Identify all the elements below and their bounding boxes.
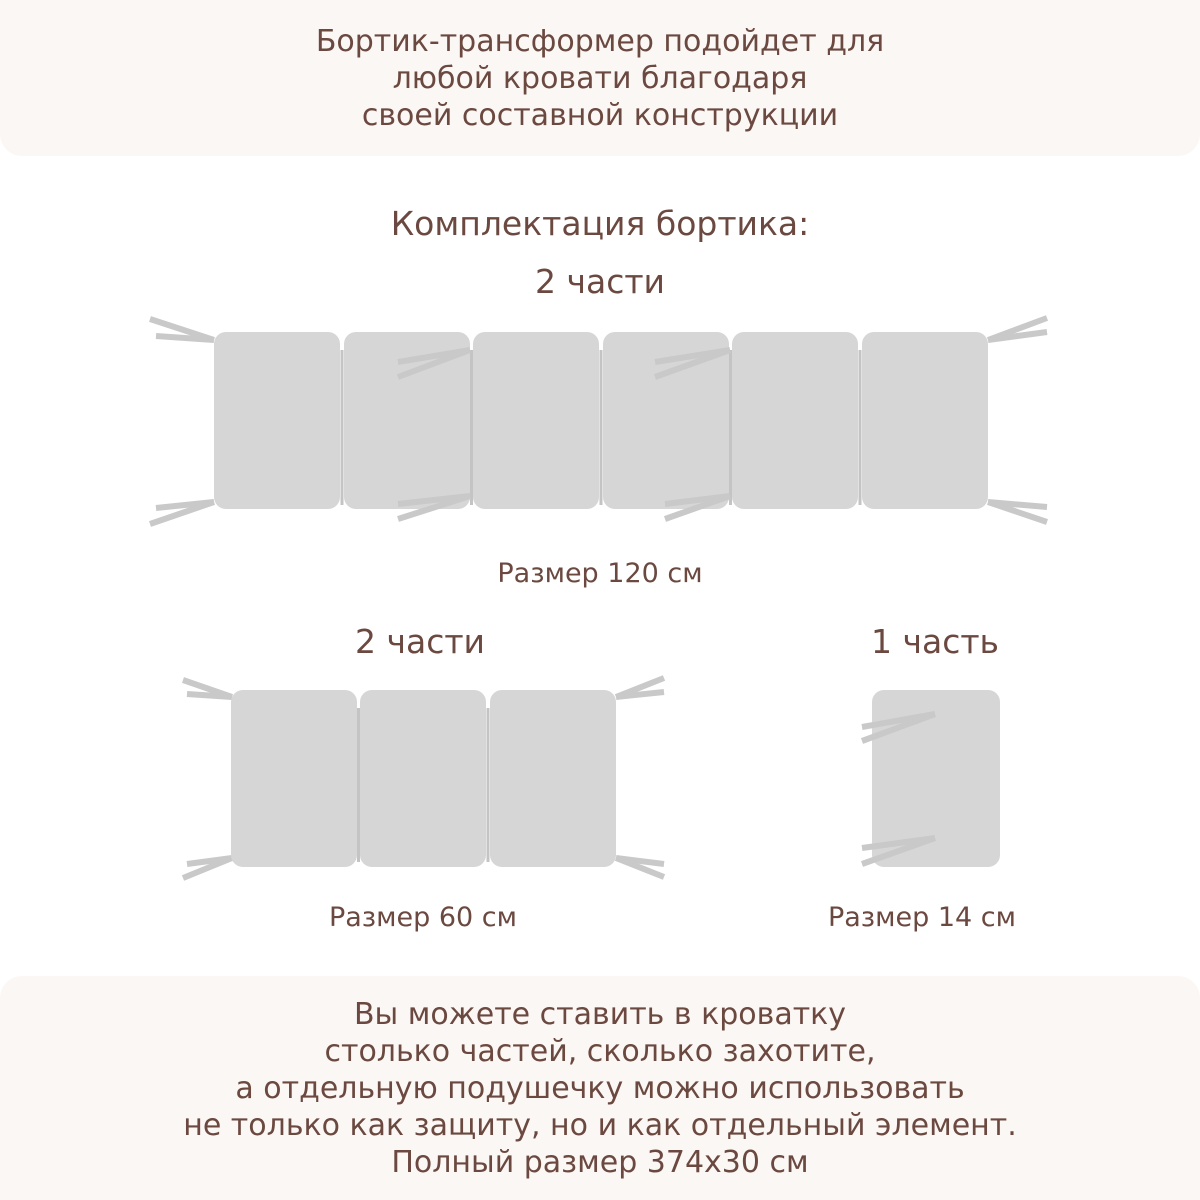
- header-line-2: любой кровати благодаря: [392, 60, 808, 96]
- footer-banner: [0, 976, 1200, 1200]
- footer-line-1: Вы можете ставить в кроватку: [353, 996, 847, 1032]
- tie-icon: [988, 332, 1047, 340]
- header-line-3: своей составной конструкции: [361, 97, 839, 133]
- footer-line-4: не только как защиту, но и как отдельный элемент.: [183, 1107, 1017, 1143]
- large-parts-label: 2 части: [534, 262, 666, 301]
- large-size-label: Размер 120 см: [497, 558, 703, 589]
- medium-size-label: Размер 60 см: [328, 902, 518, 933]
- large-bumper-diagram: [150, 318, 1047, 524]
- pillow-3: [473, 332, 599, 509]
- pillow-3: [490, 690, 616, 867]
- small-parts-label: 1 часть: [870, 622, 1000, 661]
- medium-bumper-diagram: [183, 678, 664, 878]
- pillow-2: [360, 690, 486, 867]
- tie-icon: [187, 694, 232, 697]
- pillow-5: [732, 332, 858, 509]
- footer-line-3: а отдельную подушечку можно использовать: [235, 1070, 965, 1106]
- small-pillow-diagram: [862, 690, 1000, 867]
- footer-line-2: столько частей, сколько захотите,: [324, 1033, 876, 1069]
- tie-icon: [156, 336, 214, 340]
- pillow-1: [872, 690, 1000, 867]
- pillow-6: [862, 332, 988, 509]
- small-size-label: Размер 14 см: [827, 902, 1017, 933]
- pillow-1: [231, 690, 357, 867]
- header-line-1: Бортик-трансформер подойдет для: [315, 23, 885, 59]
- kit-title: Комплектация бортика:: [390, 204, 810, 243]
- pillow-1: [214, 332, 340, 509]
- medium-parts-label: 2 части: [354, 622, 486, 661]
- footer-line-5: Полный размер 374х30 см: [391, 1144, 809, 1180]
